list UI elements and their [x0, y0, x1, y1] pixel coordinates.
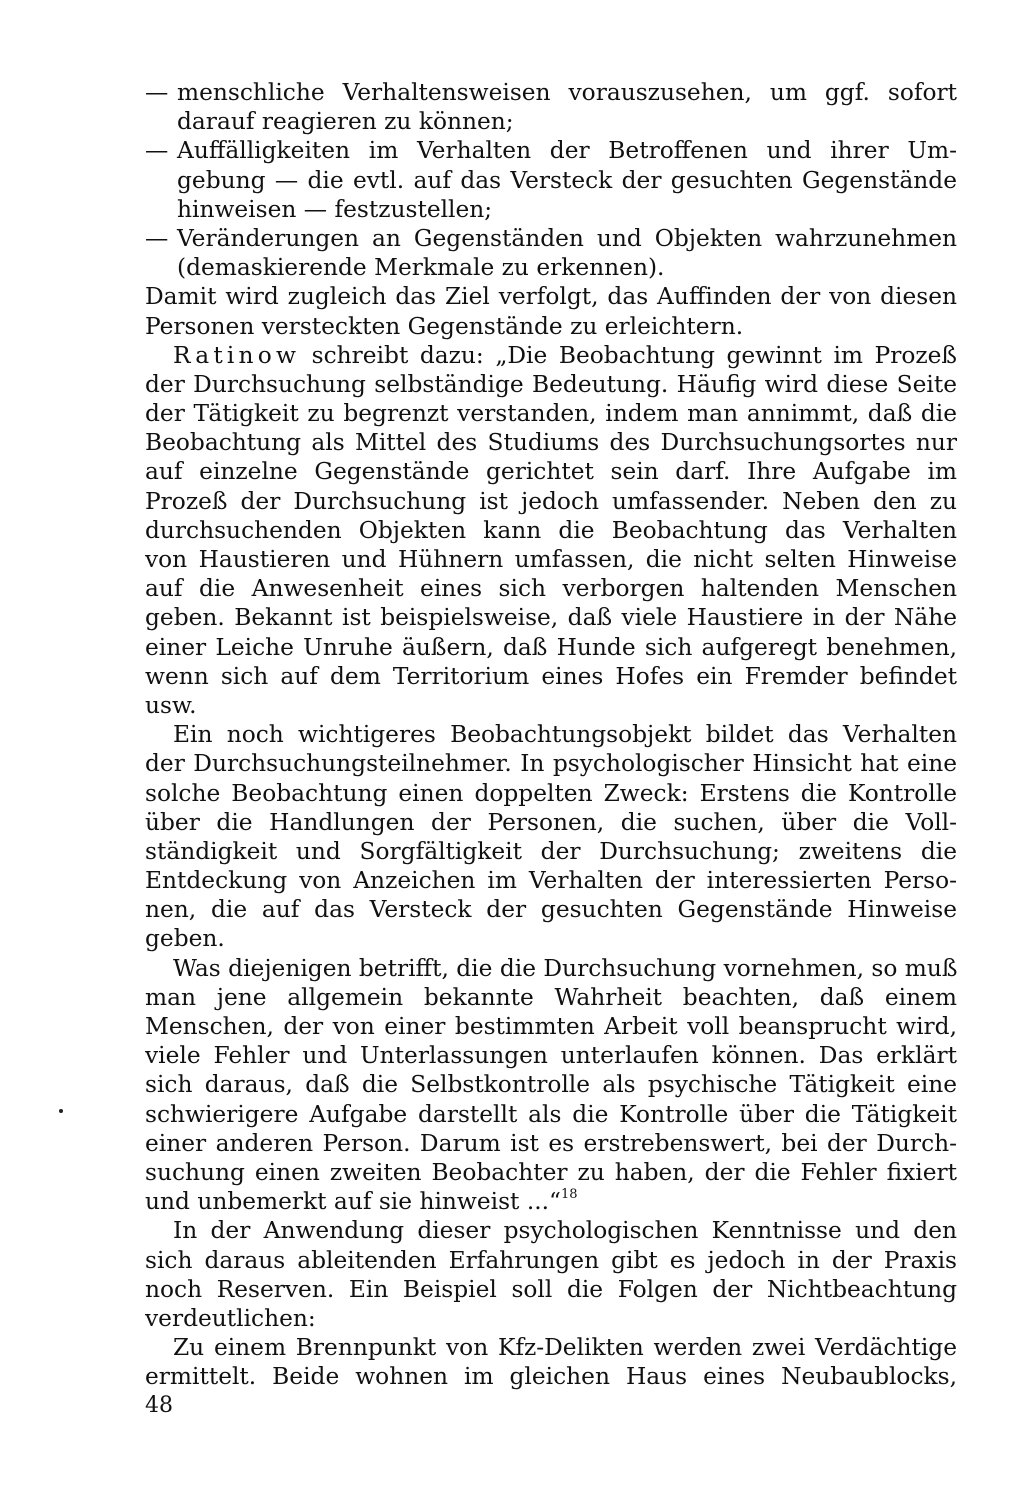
margin-speck — [59, 1109, 63, 1113]
bullet-3-line-1: — Veränderungen an Gegenständen und Objekten wahrzunehmen — [145, 224, 957, 252]
paragraph-4-line: sich daraus, daß die Selbstkontrolle als psychische Tätigkeit eine — [145, 1071, 957, 1099]
paragraph-4-line: Menschen, der von einer bestimmten Arbeit voll beansprucht wird, — [145, 1013, 957, 1040]
paragraph-2-line: Beobachtung als Mittel des Studiums des Durchsuchungsortes nur — [145, 429, 957, 457]
paragraph-2-line: der Durchsuchung selbständige Bedeutung. Häufig wird diese Seite — [145, 370, 957, 398]
bullet-2-line-2: gebung — die evtl. auf das Versteck der gesuchten Gegenstände — [177, 166, 957, 194]
paragraph-2-line: usw. — [145, 691, 197, 719]
paragraph-2-line: auf die Anwesenheit eines sich verborgen haltenden Menschen — [145, 575, 957, 603]
paragraph-2-line: Ratinow schreibt dazu: „Die Beobachtung gewinnt im Prozeß — [173, 341, 957, 369]
paragraph-6-line: Zu einem Brennpunkt von Kfz-Delikten werden zwei Verdächtige — [173, 1334, 957, 1362]
bullet-3-line-2: (demaskierende Merkmale zu erkennen). — [177, 254, 665, 282]
paragraph-2-line: Prozeß der Durchsuchung ist jedoch umfassender. Neben den zu — [145, 487, 957, 515]
paragraph-4-line: und unbemerkt auf sie hinweist ...“$^{18}$ — [145, 1187, 578, 1216]
page-number: 48 — [145, 1393, 173, 1418]
paragraph-2-line: einer Leiche Unruhe äußern, daß Hunde sich aufgeregt benehmen, — [145, 633, 957, 661]
bullet-1-line-1: — menschliche Verhaltensweisen vorauszusehen, um ggf. sofort — [145, 79, 957, 106]
paragraph-5-line: noch Reserven. Ein Beispiel soll die Folgen der Nichtbeachtung — [145, 1275, 957, 1303]
paragraph-4-line: schwierigere Aufgabe darstellt als die Kontrolle über die Tätigkeit — [145, 1100, 957, 1128]
bullet-dash: — — [145, 224, 169, 252]
paragraph-3-line: solche Beobachtung einen doppelten Zweck: Erstens die Kontrolle — [145, 779, 957, 807]
paragraph-3-line: Ein noch wichtigeres Beobachtungsobjekt bildet das Verhalten — [173, 721, 957, 749]
paragraph-4-line: Was diejenigen betrifft, die die Durchsuchung vornehmen, so muß — [173, 954, 957, 982]
bullet-dash: — — [145, 137, 169, 165]
bullet-2-line-1: — Auffälligkeiten im Verhalten der Betroffenen und ihrer Um- — [145, 137, 957, 165]
paragraph-2-line: durchsuchenden Objekten kann die Beobachtung das Verhalten — [145, 516, 957, 544]
paragraph-6-line: ermittelt. Beide wohnen im gleichen Haus eines Neubaublocks, — [145, 1363, 957, 1391]
bullet-1-line-2: darauf reagieren zu können; — [177, 108, 514, 136]
page-body — [145, 78, 957, 1391]
paragraph-4-line: viele Fehler und Unterlassungen unterlaufen können. Das erklärt — [145, 1042, 957, 1070]
paragraph-1-line: Damit wird zugleich das Ziel verfolgt, das Auffinden der von diesen — [145, 283, 957, 311]
paragraph-3-line: geben. — [145, 925, 225, 953]
paragraph-1-line: Personen versteckten Gegenstände zu erleichtern. — [145, 312, 744, 340]
bullet-dash: — — [145, 79, 169, 106]
paragraph-2-line: geben. Bekannt ist beispielsweise, daß viele Haustiere in der Nähe — [145, 604, 957, 632]
paragraph-2-line: auf einzelne Gegenstände gerichtet sein darf. Ihre Aufgabe im — [145, 458, 957, 486]
paragraph-2-line: wenn sich auf dem Territorium eines Hofes ein Fremder befindet — [145, 662, 957, 690]
paragraph-3-line: der Durchsuchungsteilnehmer. In psychologischer Hinsicht hat eine — [145, 750, 957, 778]
author-name: Ratinow — [173, 341, 301, 369]
paragraph-5-line: In der Anwendung dieser psychologischen Kenntnisse und den — [173, 1217, 957, 1245]
paragraph-2-line: von Haustieren und Hühnern umfassen, die nicht selten Hinweise — [145, 546, 957, 573]
paragraph-5-line: verdeutlichen: — [145, 1304, 316, 1332]
footnote-reference[interactable]: 18 — [560, 1187, 578, 1203]
bullet-2-line-3: hinweisen — festzustellen; — [177, 195, 493, 223]
paragraph-3-line: Entdeckung von Anzeichen im Verhalten der interessierten Perso- — [145, 867, 957, 895]
paragraph-3-line: über die Handlungen der Personen, die suchen, über die Voll- — [145, 808, 957, 836]
paragraph-4-line: einer anderen Person. Darum ist es erstrebenswert, bei der Durch- — [145, 1129, 957, 1157]
paragraph-2-line: der Tätigkeit zu begrenzt verstanden, indem man annimmt, daß die — [145, 400, 957, 428]
paragraph-3-line: nen, die auf das Versteck der gesuchten Gegenstände Hinweise — [145, 896, 957, 924]
paragraph-5-line: sich daraus ableitenden Erfahrungen gibt es jedoch in der Praxis — [145, 1246, 957, 1274]
paragraph-4-line: suchung einen zweiten Beobachter zu haben, der die Fehler fixiert — [145, 1158, 957, 1186]
paragraph-3-line: ständigkeit und Sorgfältigkeit der Durchsuchung; zweitens die — [145, 837, 957, 865]
paragraph-4-line: man jene allgemein bekannte Wahrheit beachten, daß einem — [145, 983, 957, 1011]
